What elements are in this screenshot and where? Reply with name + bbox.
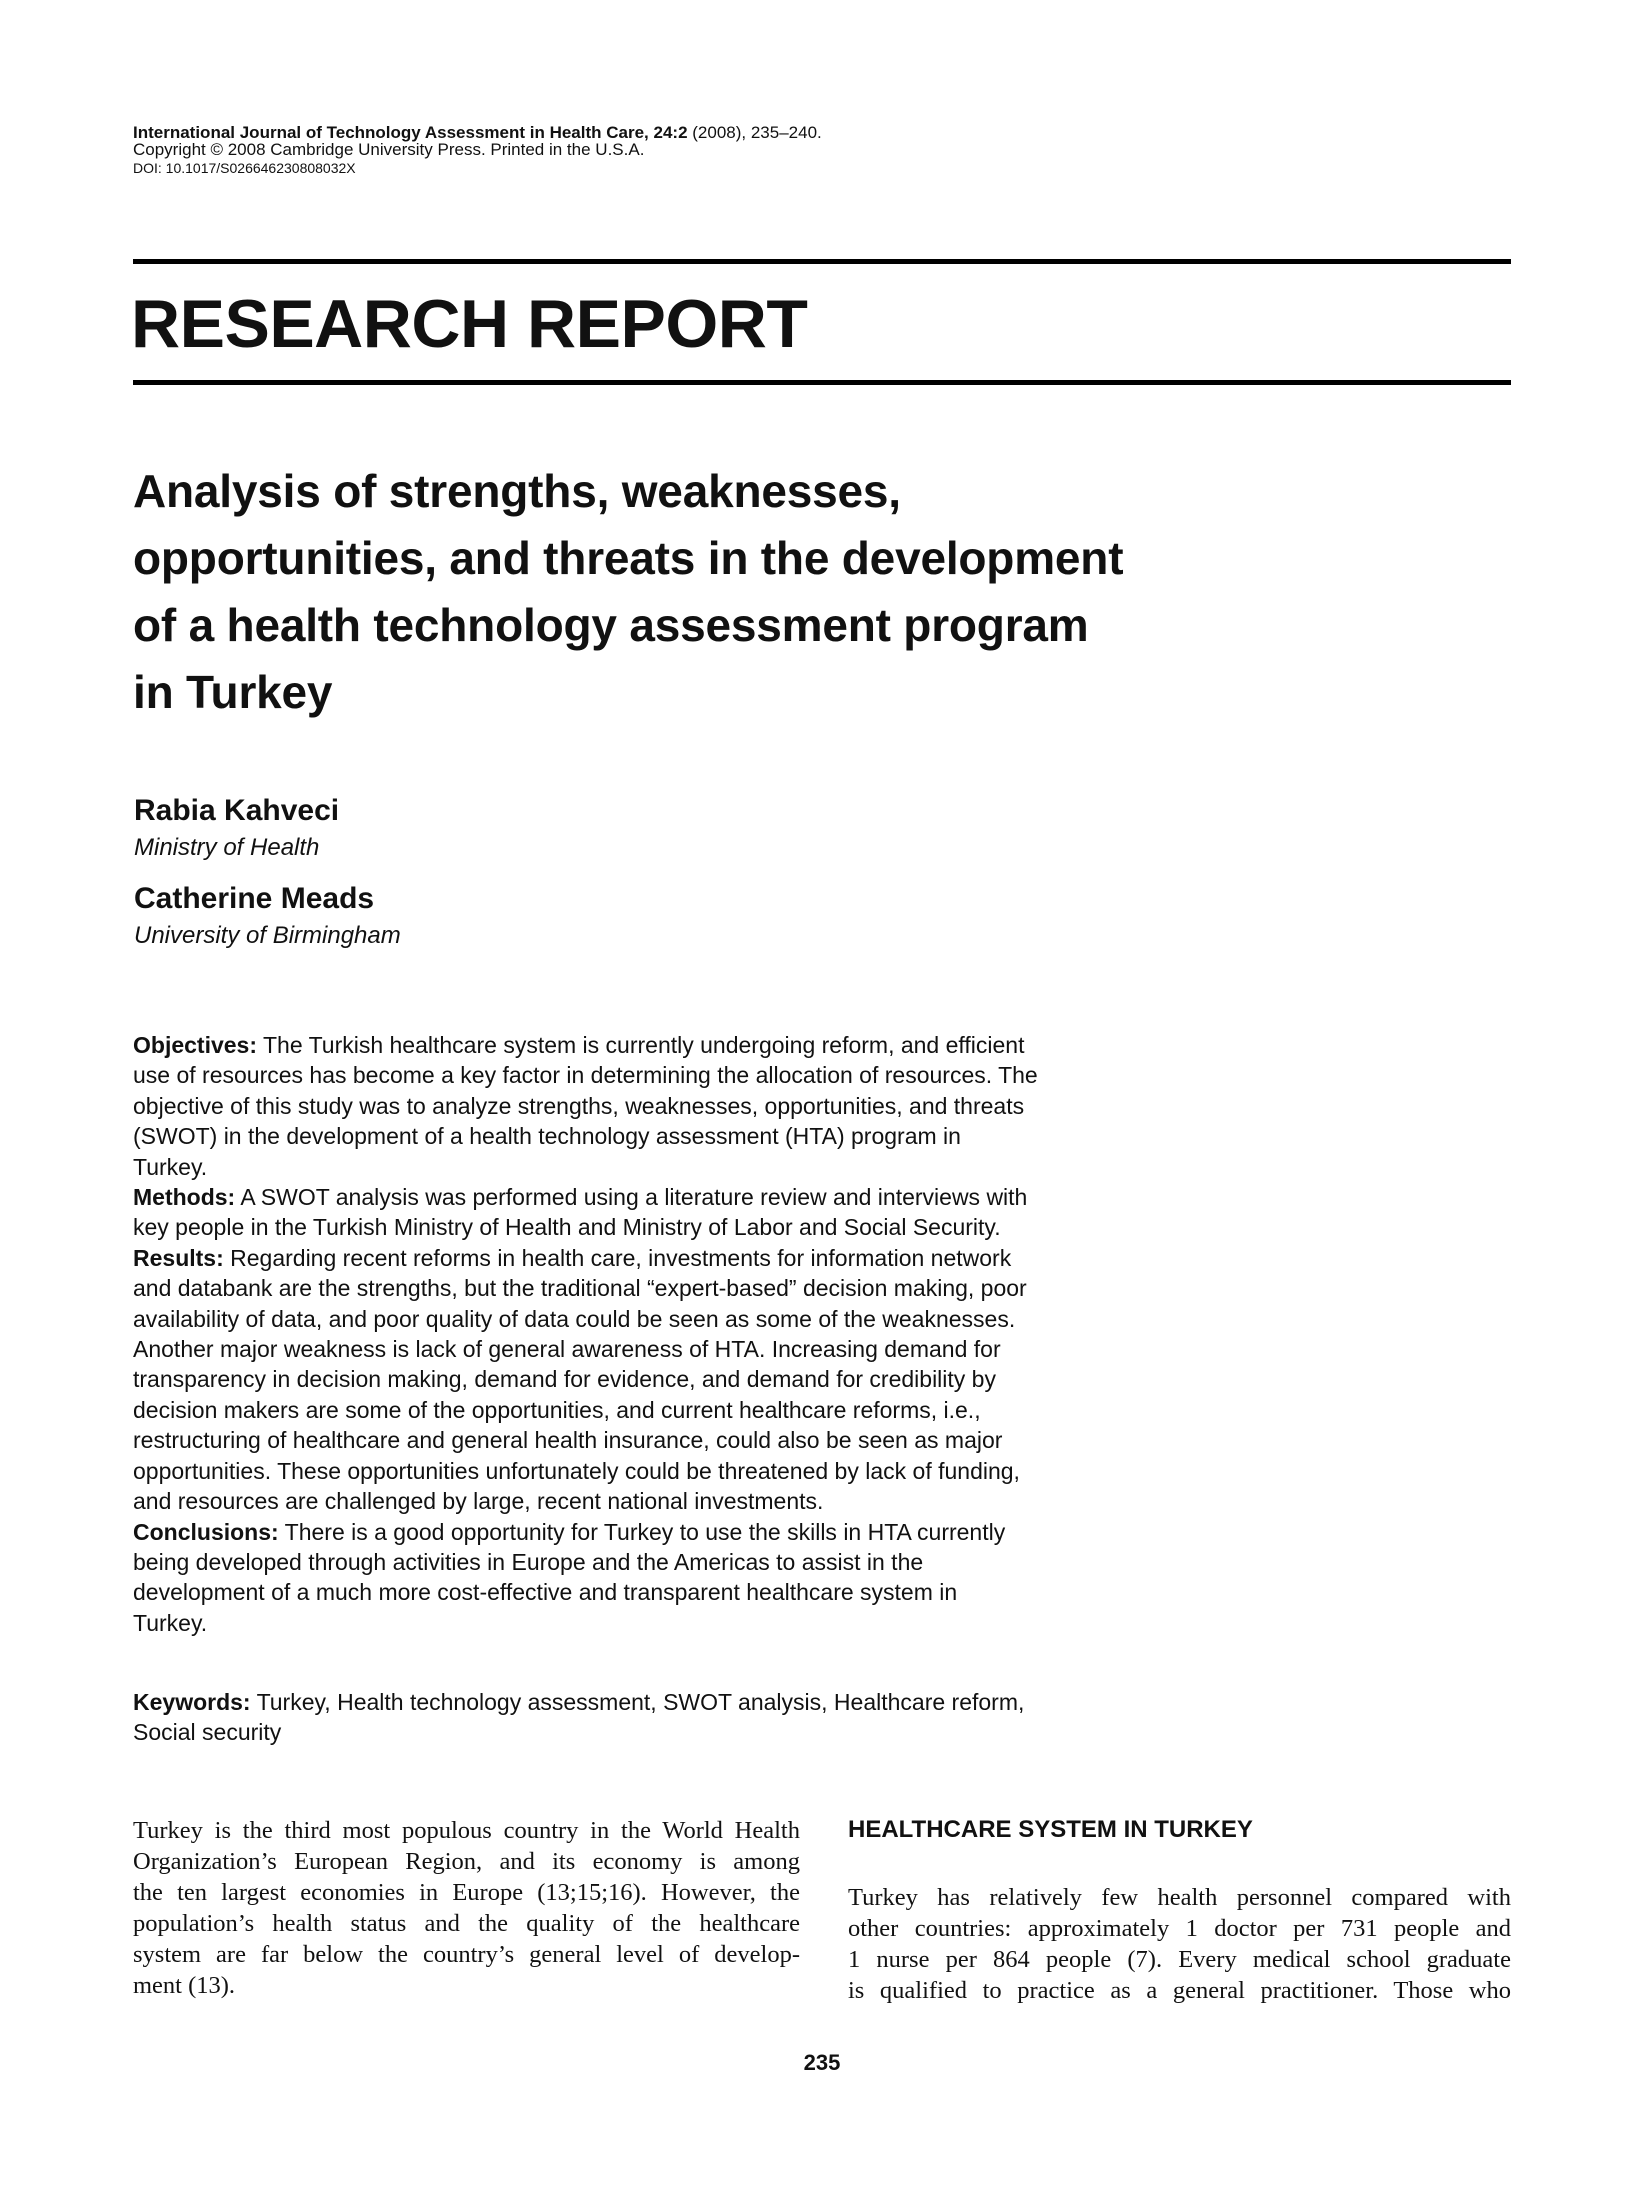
keywords-label: Keywords: [133,1689,251,1715]
journal-citation: International Journal of Technology Assessment in Health Care, 24:2 (2008), 235–240. [133,123,822,142]
volume-issue: 24:2 [653,123,688,142]
keywords [133,1687,1243,1748]
abstract-line: Turkey. [133,1609,208,1636]
abstract-line: restructuring of healthcare and general health insurance, could also be seen as major [133,1427,1003,1454]
title-line: in Turkey [133,666,333,718]
copyright-line: Copyright © 2008 Cambridge University Press. Printed in the U.S.A. [133,140,645,159]
journal-header [133,124,822,177]
title-line: Analysis of strengths, weaknesses, [133,465,901,517]
body-line: system are far below the country’s general level of develop- [133,1941,800,1968]
top-rule [133,259,1511,264]
author-name: Catherine Meads [134,882,375,915]
abstract-line: Another major weakness is lack of general awareness of HTA. Increasing demand for [133,1336,1001,1363]
body-line: Turkey is the third most populous country in the World Health [133,1817,800,1844]
abstract-line: (SWOT) in the development of a health technology assessment (HTA) program in [133,1123,961,1150]
abstract-line: opportunities. These opportunities unfortunately could be threatened by lack of funding, [133,1457,1020,1484]
body-line: ment (13). [133,1972,236,1999]
page-number: 235 [803,2050,841,2075]
bottom-rule [133,380,1511,385]
abstract-line: and resources are challenged by large, recent national investments. [133,1488,824,1515]
author-affiliation: Ministry of Health [134,834,320,861]
abstract [133,1030,1243,1638]
abstract-line: use of resources has become a key factor in determining the allocation of resources. The [133,1062,1038,1089]
abstract-line: key people in the Turkish Ministry of Health and Ministry of Labor and Social Security. [133,1214,1001,1241]
abstract-line: and databank are the strengths, but the traditional “expert-based” decision making, poor [133,1275,1027,1302]
title-line: of a health technology assessment program [133,599,1089,651]
section-body [848,1882,1511,2006]
keywords-line: Social security [133,1719,282,1746]
abstract-line: being developed through activities in Europe and the Americas to assist in the [133,1548,924,1575]
author-list [134,792,401,968]
abstract-line: decision makers are some of the opportunities, and current healthcare reforms, i.e., [133,1396,981,1423]
body-line: 1 nurse per 864 people (7). Every medical school graduate [848,1946,1511,1973]
body-line: the ten largest economies in Europe (13;15;16). However, the [133,1879,800,1906]
body-column-left [133,1815,800,2001]
abstract-line: availability of data, and poor quality of data could be seen as some of the weaknesses. [133,1305,1016,1332]
abstract-line: Conclusions: There is a good opportunity for Turkey to use the skills in HTA currently [133,1518,1006,1545]
article-title [133,458,1333,726]
body-line: is qualified to practice as a general practitioner. Those who [848,1977,1511,2004]
doi-line: DOI: 10.1017/S026646230808032X [133,160,356,176]
abstract-line: objective of this study was to analyze strengths, weaknesses, opportunities, and threats [133,1092,1025,1119]
section-heading: HEALTHCARE SYSTEM IN TURKEY [848,1816,1253,1843]
abstract-line: Results: Regarding recent reforms in health care, investments for information network [133,1244,1012,1271]
body-line: Organization’s European Region, and its economy is among [133,1848,800,1875]
body-column-right [848,1815,1511,2006]
body-line: population’s health status and the quality of the healthcare [133,1910,800,1937]
abstract-line: Methods: A SWOT analysis was performed using a literature review and interviews with [133,1184,1028,1211]
section-type-heading: RESEARCH REPORT [131,286,808,362]
abstract-line: development of a much more cost-effective and transparent healthcare system in [133,1579,958,1606]
results-label: Results: [133,1244,224,1271]
methods-label: Methods: [133,1184,236,1211]
author-name: Rabia Kahveci [134,794,340,827]
abstract-line: Objectives: The Turkish healthcare system is currently undergoing reform, and efficient [133,1032,1025,1058]
abstract-line: Turkey. [133,1153,208,1180]
journal-name: International Journal of Technology Assessment in Health Care [133,123,645,142]
year-pages: (2008), 235–240. [687,123,822,142]
author-affiliation: University of Birmingham [134,922,401,949]
keywords-line: Keywords: Turkey, Health technology assessment, SWOT analysis, Healthcare reform, [133,1689,1025,1715]
objectives-label: Objectives: [133,1032,257,1058]
conclusions-label: Conclusions: [133,1518,279,1545]
body-line: other countries: approximately 1 doctor per 731 people and [848,1915,1511,1942]
title-line: opportunities, and threats in the development [133,532,1124,584]
body-line: Turkey has relatively few health personnel compared with [848,1884,1511,1911]
abstract-line: transparency in decision making, demand for evidence, and demand for credibility by [133,1366,996,1393]
